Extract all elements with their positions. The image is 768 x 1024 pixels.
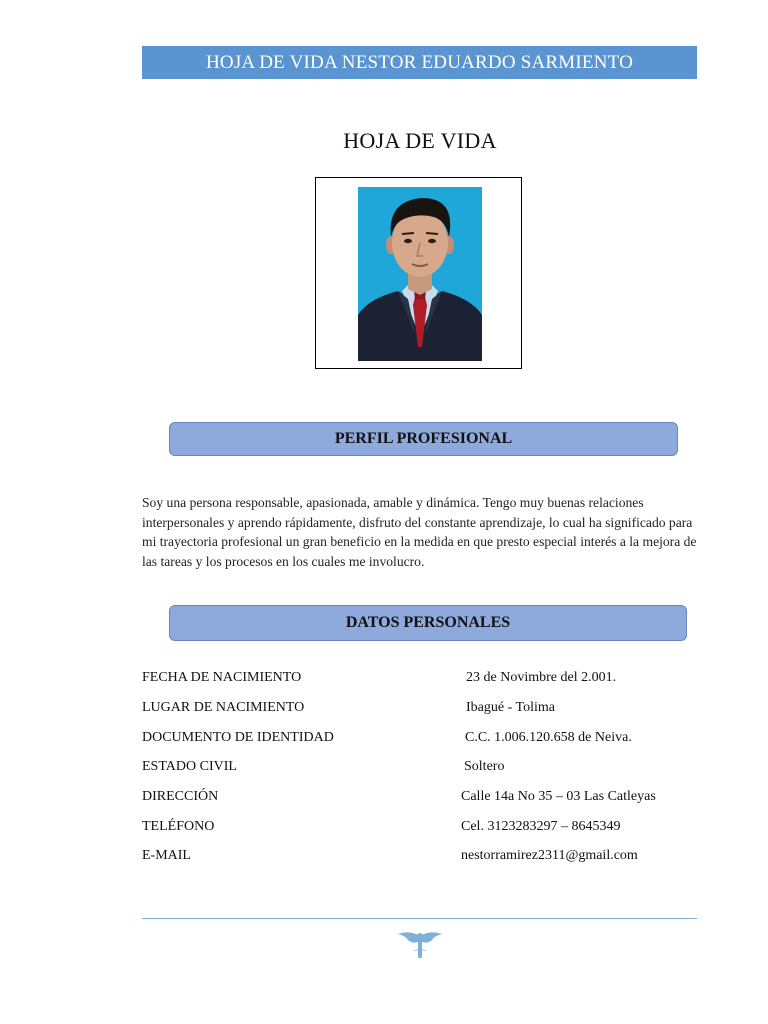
header-title: HOJA DE VIDA NESTOR EDUARDO SARMIENTO (205, 51, 633, 73)
data-row-address (142, 789, 702, 809)
data-value: Cel. 3123283297 – 8645349 (461, 819, 621, 834)
section-heading-personal-label: DATOS PERSONALES (345, 614, 511, 631)
profile-photo (358, 187, 482, 361)
data-row-marital-status (142, 759, 702, 779)
data-value: C.C. 1.006.120.658 de Neiva. (465, 730, 632, 745)
data-label: DOCUMENTO DE IDENTIDAD (142, 730, 334, 745)
profile-paragraph: Soy una persona responsable, apasionada, amable y dinámica. Tengo muy buenas relaciones interpersonales y aprendo rápidamente, disfruto del constante aprendizaje, lo cual ha significado para mi trayectoria profesional un gran beneficio en la medida en que presto especial interés a la mejora de las tareas y los procesos en los cuales me involucro. (142, 495, 697, 569)
data-label: TELÉFONO (142, 819, 215, 834)
data-label: DIRECCIÓN (142, 789, 219, 804)
data-row-phone (142, 819, 702, 839)
fleur-ornament-icon (396, 928, 444, 962)
page-title: HOJA DE VIDA (343, 128, 497, 153)
data-label: E-MAIL (142, 848, 191, 863)
section-heading-profile (169, 422, 678, 456)
photo-frame (315, 177, 522, 369)
data-value: 23 de Novimbre del 2.001. (466, 670, 617, 685)
header-bar (142, 46, 697, 79)
data-row-birth-date (142, 670, 702, 690)
data-label: ESTADO CIVIL (142, 759, 237, 774)
data-row-id-document (142, 730, 702, 750)
data-label: FECHA DE NACIMIENTO (142, 670, 302, 685)
section-heading-personal (169, 605, 687, 641)
data-value: Calle 14a No 35 – 03 Las Catleyas (461, 789, 656, 804)
data-label: LUGAR DE NACIMIENTO (142, 700, 305, 715)
data-value: nestorramirez2311@gmail.com (461, 848, 638, 863)
section-heading-profile-label: PERFIL PROFESIONAL (334, 430, 513, 447)
data-row-email (142, 848, 702, 868)
footer-divider (142, 918, 697, 919)
data-value: Soltero (464, 759, 505, 774)
data-row-birth-place (142, 700, 702, 720)
data-value: Ibagué - Tolima (466, 700, 555, 715)
